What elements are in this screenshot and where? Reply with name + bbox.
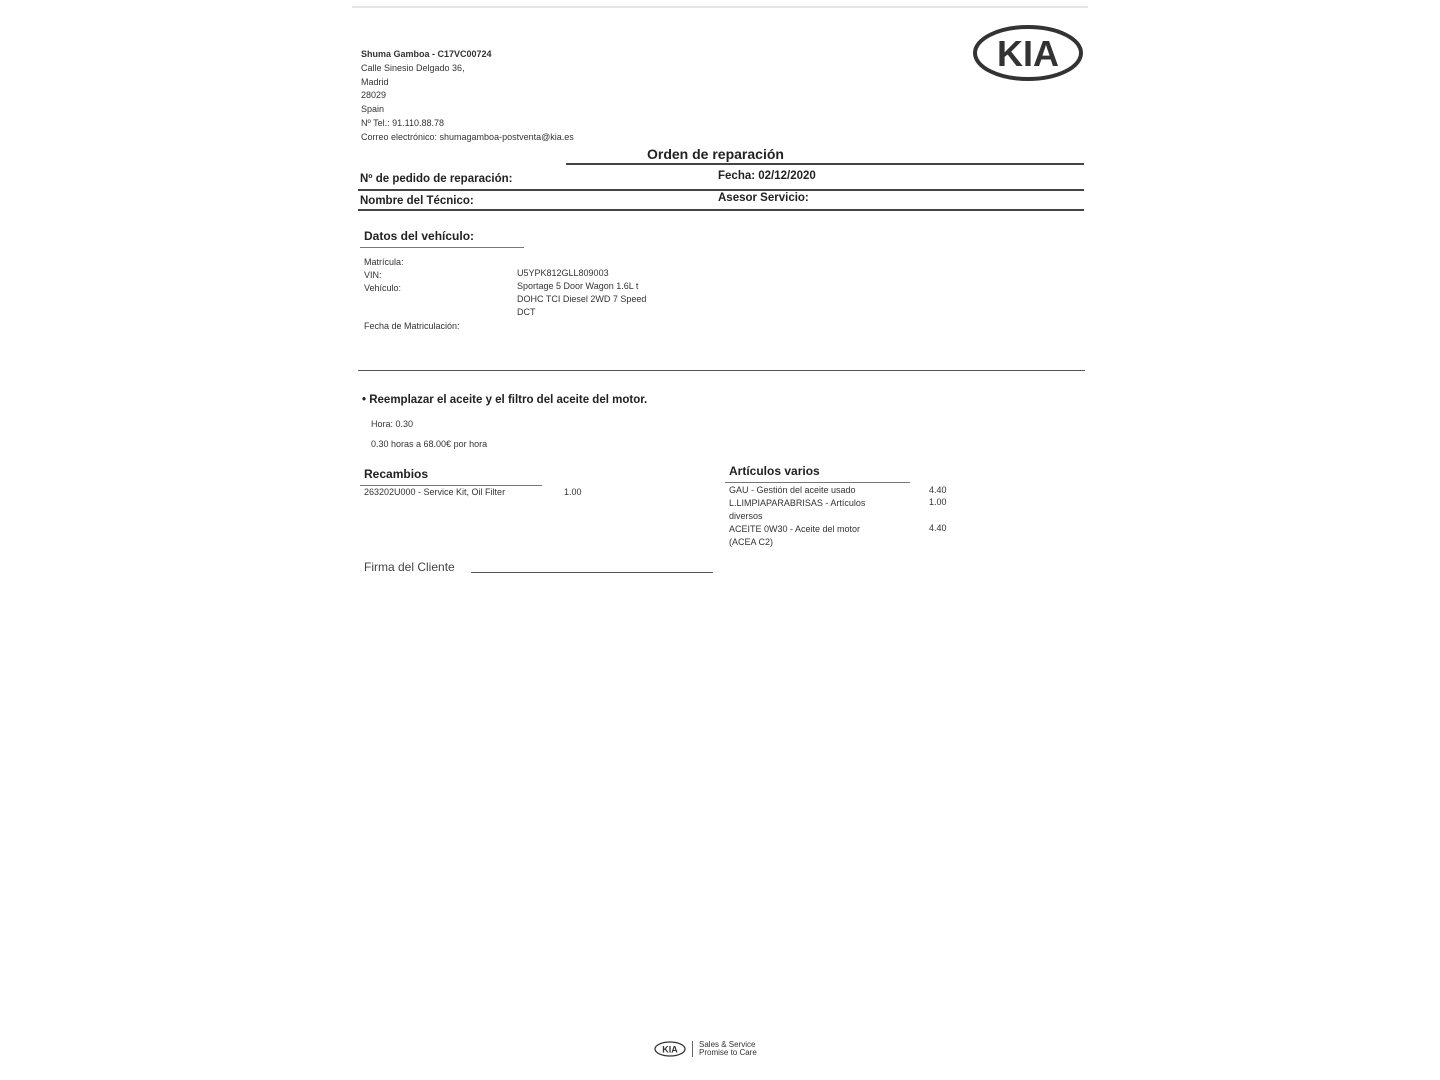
misc-heading-underline bbox=[725, 482, 910, 483]
kia-logo-text: KIA bbox=[997, 33, 1059, 74]
job-hours: Hora: 0.30 bbox=[371, 419, 414, 429]
vehicle-section-divider bbox=[358, 370, 1085, 371]
vin-label: VIN: bbox=[364, 270, 382, 280]
dealer-country: Spain bbox=[361, 104, 385, 115]
job-title: • Reemplazar el aceite y el filtro del aceite del motor. bbox=[362, 394, 648, 406]
dealer-postal-code: 28029 bbox=[361, 90, 387, 101]
misc-item-quantity: 4.40 bbox=[929, 485, 947, 495]
footer-kia-logo-text: KIA bbox=[662, 1044, 678, 1055]
footer-slogan-line: Promise to Care bbox=[699, 1048, 757, 1057]
footer-slogan-line: Sales & Service bbox=[699, 1040, 756, 1049]
dealer-street: Calle Sinesio Delgado 36, bbox=[361, 62, 465, 73]
footer-separator bbox=[692, 1041, 693, 1057]
parts-heading: Recambios bbox=[364, 467, 429, 481]
signature-line bbox=[471, 572, 713, 573]
vin-value: U5YPK812GLL809003 bbox=[517, 268, 609, 278]
service-advisor-label: Asesor Servicio: bbox=[718, 192, 809, 204]
part-quantity: 1.00 bbox=[564, 487, 582, 497]
vehicle-value-line: Sportage 5 Door Wagon 1.6L t bbox=[517, 281, 639, 291]
misc-item-quantity: 1.00 bbox=[929, 497, 947, 507]
misc-item-description: ACEITE 0W30 - Aceite del motor (ACEA C2) bbox=[729, 524, 861, 547]
vehicle-section-heading: Datos del vehículo: bbox=[364, 229, 475, 243]
misc-item-description: GAU - Gestión del aceite usado bbox=[729, 485, 856, 495]
dealer-phone: Nº Tel.: 91.110.88.78 bbox=[361, 117, 445, 128]
vehicle-value-line: DOHC TCI Diesel 2WD 7 Speed bbox=[517, 294, 647, 304]
kia-logo bbox=[972, 24, 1084, 82]
customer-signature-label: Firma del Cliente bbox=[364, 560, 455, 574]
technician-label: Nombre del Técnico: bbox=[360, 195, 474, 207]
header-divider bbox=[358, 189, 1084, 191]
order-number-label: Nº de pedido de reparación: bbox=[360, 173, 513, 185]
dealer-city: Madrid bbox=[361, 76, 389, 87]
footer-slogan bbox=[699, 1041, 757, 1057]
vehicle-label: Vehículo: bbox=[364, 283, 402, 293]
plate-label: Matrícula: bbox=[364, 257, 404, 267]
misc-item-quantity: 4.40 bbox=[929, 523, 947, 533]
vehicle-heading-underline bbox=[360, 247, 524, 248]
job-rate: 0.30 horas a 68.00€ por hora bbox=[371, 439, 488, 449]
part-description: 263202U000 - Service Kit, Oil Filter bbox=[364, 487, 506, 497]
dealer-address bbox=[361, 48, 574, 145]
registration-date-label: Fecha de Matriculación: bbox=[364, 321, 460, 331]
misc-item-description: L.LIMPIAPARABRISAS - Artículos diversos bbox=[729, 498, 866, 521]
misc-heading: Artículos varios bbox=[729, 464, 820, 478]
footer-kia-logo bbox=[654, 1041, 686, 1057]
vehicle-value-line: DCT bbox=[517, 307, 536, 317]
date-label: Fecha: 02/12/2020 bbox=[718, 170, 816, 182]
dealer-email: Correo electrónico: shumagamboa-postventa@kia.es bbox=[361, 131, 574, 142]
document-title: Orden de reparación bbox=[647, 146, 784, 162]
title-underline bbox=[566, 163, 1084, 165]
footer-branding bbox=[654, 1041, 757, 1057]
page-top-edge bbox=[352, 6, 1088, 8]
dealer-name: Shuma Gamboa - C17VC00724 bbox=[361, 49, 492, 59]
header-bottom-divider bbox=[358, 209, 1084, 211]
vehicle-value bbox=[517, 280, 646, 319]
